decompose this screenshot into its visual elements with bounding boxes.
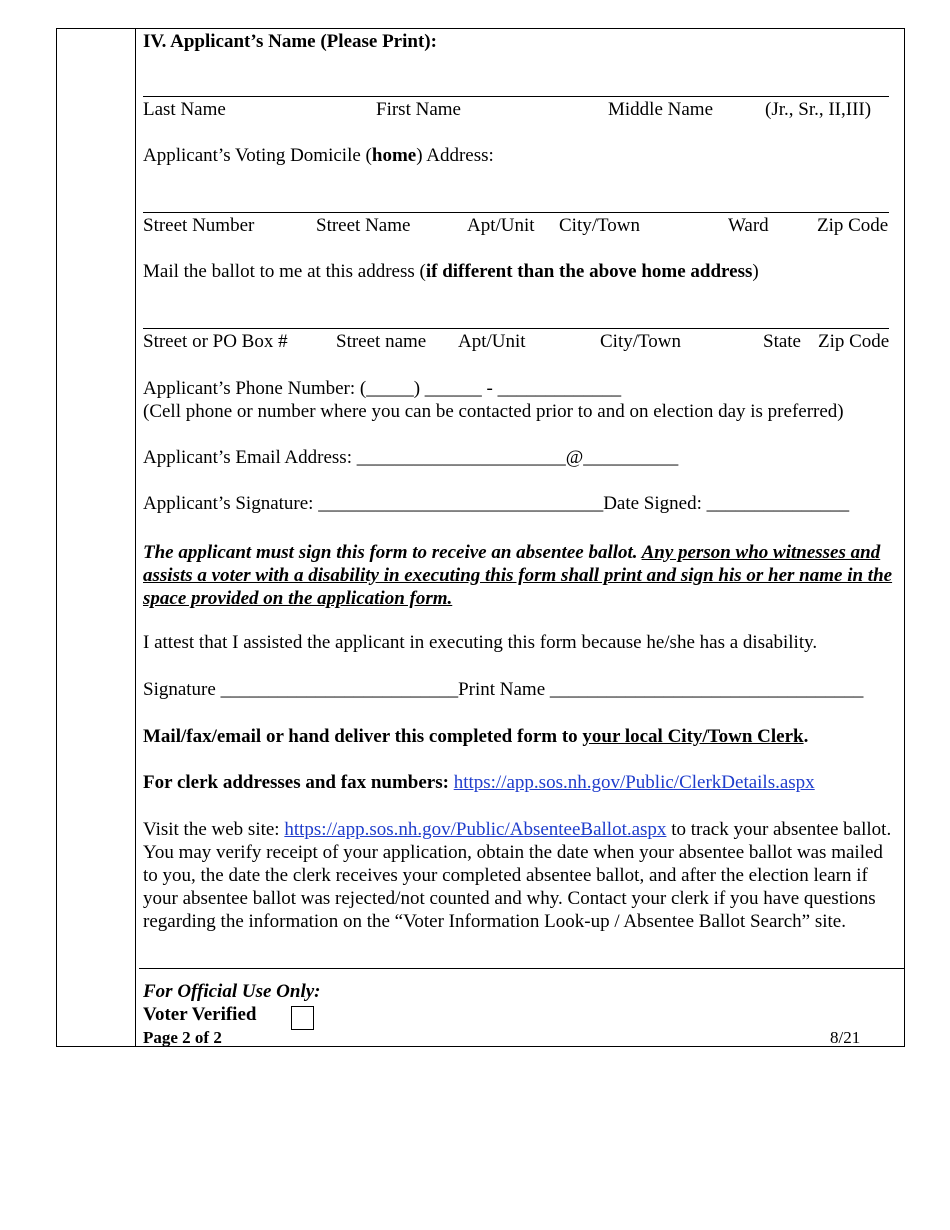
voter-verified-label: Voter Verified xyxy=(143,1004,257,1025)
revision-date: 8/21 xyxy=(830,1028,861,1047)
attest-statement: I attest that I assisted the applicant in executing this form because he/she has a disability. xyxy=(143,632,818,653)
city-town-label: City/Town xyxy=(559,215,641,236)
clerk-details-link[interactable]: https://app.sos.nh.gov/Public/ClerkDetails.aspx xyxy=(453,772,815,793)
page-number: Page 2 of 2 xyxy=(143,1028,222,1047)
signature-field[interactable]: Applicant’s Signature: ______________________________Date Signed: _______________ xyxy=(143,493,850,514)
tracking-paragraph: Visit the web site: https://app.sos.nh.gov/Public/AbsenteeBallot.aspx to track your absentee ballot. You may verify receipt of your application, obtain the date when your absentee ballot was mailed to you, the date the clerk receives your completed absentee ballot, and after the election learn if your absentee ballot was rejected/not counted and why. Contact your clerk if you have questions regarding the information on the “Voter Information Look-up / Absentee Ballot Search” site. xyxy=(143,819,892,932)
name-line[interactable] xyxy=(143,96,889,97)
mail-apt-unit-label: Apt/Unit xyxy=(458,331,526,352)
domicile-line[interactable] xyxy=(143,212,889,213)
mail-zip-code-label: Zip Code xyxy=(818,331,890,352)
delivery-instruction: Mail/fax/email or hand deliver this completed form to your local City/Town Clerk. xyxy=(143,726,809,747)
assist-signature-field[interactable]: Signature _________________________Print Name _________________________________ xyxy=(143,679,864,700)
street-name-label: Street Name xyxy=(316,215,411,236)
mailing-label: Mail the ballot to me at this address (if different than the above home address) xyxy=(143,261,759,282)
section-heading: IV. Applicant’s Name (Please Print): xyxy=(143,31,437,52)
suffix-label: (Jr., Sr., II,III) xyxy=(765,99,872,120)
first-name-label: First Name xyxy=(376,99,461,120)
voter-verified-checkbox[interactable] xyxy=(291,1006,314,1030)
ward-label: Ward xyxy=(728,215,769,236)
absentee-ballot-link[interactable]: https://app.sos.nh.gov/Public/AbsenteeBallot.aspx xyxy=(284,819,667,840)
apt-unit-label: Apt/Unit xyxy=(467,215,535,236)
zip-code-label: Zip Code xyxy=(817,215,889,236)
mail-city-town-label: City/Town xyxy=(600,331,682,352)
disability-notice: The applicant must sign this form to receive an absentee ballot. Any person who witnesses and assists a voter with a disability in executing this form shall print and sign his or her name in the space provided on the application form. xyxy=(143,542,893,609)
official-use-title: For Official Use Only: xyxy=(143,981,321,1002)
official-use-divider xyxy=(139,968,905,969)
middle-name-label: Middle Name xyxy=(608,99,714,120)
email-field[interactable]: Applicant’s Email Address: ______________________@__________ xyxy=(143,447,679,468)
phone-note: (Cell phone or number where you can be contacted prior to and on election day is preferred) xyxy=(143,401,844,422)
left-margin-column xyxy=(135,28,136,1047)
last-name-label: Last Name xyxy=(143,99,226,120)
mail-street-name-label: Street name xyxy=(336,331,427,352)
phone-field[interactable]: Applicant’s Phone Number: (_____) ______ - _____________ xyxy=(143,378,622,399)
clerk-info: For clerk addresses and fax numbers: https://app.sos.nh.gov/Public/ClerkDetails.aspx xyxy=(143,772,815,793)
mailing-line[interactable] xyxy=(143,328,889,329)
street-number-label: Street Number xyxy=(143,215,255,236)
domicile-label: Applicant’s Voting Domicile (home) Address: xyxy=(143,145,494,166)
mail-state-label: State xyxy=(763,331,801,352)
street-po-label: Street or PO Box # xyxy=(143,331,288,352)
